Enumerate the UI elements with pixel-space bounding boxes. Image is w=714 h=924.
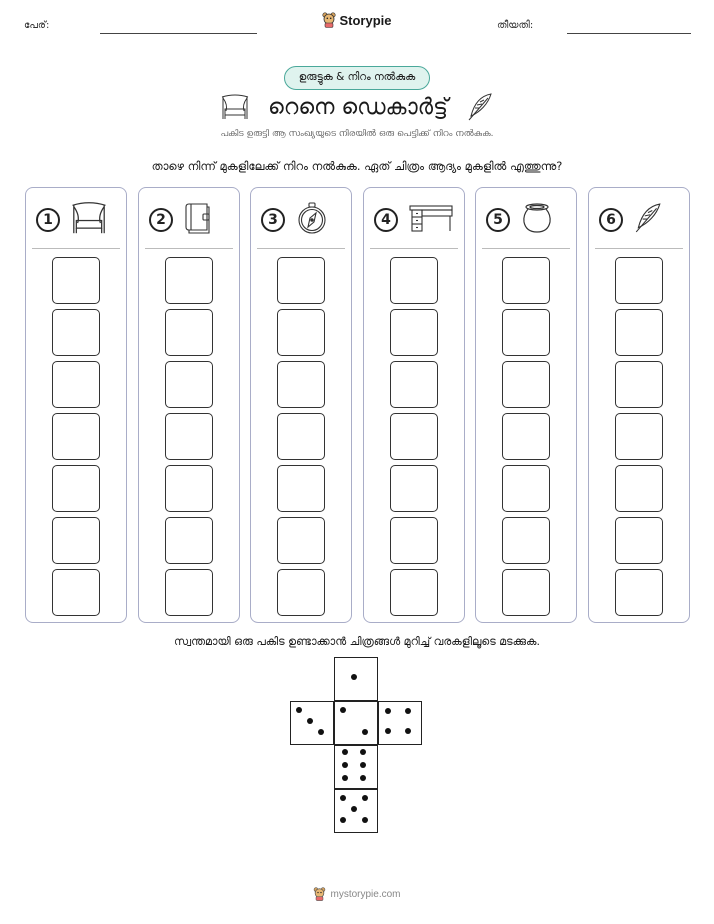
activity-tag: ഉരുട്ടുക & നിറം നൽകുക — [284, 66, 430, 90]
date-label: തീയതി: — [497, 20, 534, 31]
color-box[interactable] — [165, 517, 213, 564]
dice-face-1 — [334, 657, 378, 701]
color-box[interactable] — [502, 257, 550, 304]
dice-pip — [351, 674, 357, 680]
color-box[interactable] — [390, 361, 438, 408]
color-box[interactable] — [165, 309, 213, 356]
color-box[interactable] — [615, 465, 663, 512]
column-header — [374, 198, 458, 242]
column-header — [599, 198, 683, 242]
dice-pip — [362, 795, 368, 801]
dice-column-3 — [250, 187, 352, 623]
color-box[interactable] — [390, 465, 438, 512]
column-header — [261, 198, 345, 242]
color-box[interactable] — [52, 309, 100, 356]
color-box[interactable] — [390, 309, 438, 356]
title-row — [0, 92, 714, 122]
book-icon — [183, 201, 213, 239]
color-box[interactable] — [502, 361, 550, 408]
dice-pip — [405, 708, 411, 714]
color-box[interactable] — [165, 465, 213, 512]
column-number: 6 — [599, 208, 623, 232]
column-divider — [595, 248, 683, 249]
dice-pip — [385, 728, 391, 734]
column-header — [36, 198, 120, 242]
dice-face-3 — [290, 701, 334, 745]
dice-pip — [385, 708, 391, 714]
canopy-bed-icon — [70, 200, 108, 240]
color-box[interactable] — [52, 569, 100, 616]
color-box[interactable] — [277, 257, 325, 304]
column-divider — [482, 248, 570, 249]
dice-pip — [405, 728, 411, 734]
dice-pip — [342, 762, 348, 768]
color-box[interactable] — [615, 257, 663, 304]
name-line[interactable] — [100, 33, 257, 34]
color-box[interactable] — [390, 413, 438, 460]
column-header — [149, 198, 233, 242]
column-divider — [145, 248, 233, 249]
dice-face-6 — [334, 745, 378, 789]
column-number: 3 — [261, 208, 285, 232]
color-box[interactable] — [390, 257, 438, 304]
dice-face-2 — [334, 701, 378, 745]
column-divider — [32, 248, 120, 249]
dice-pip — [340, 795, 346, 801]
page-title: റെനെ ഡെകാർട്ട് — [268, 94, 448, 120]
color-box[interactable] — [52, 361, 100, 408]
subtitle: പകിട ഉരുട്ടി ആ സംഖ്യയുടെ നിരയിൽ ഒരു പെട്ടിക്ക് നിറം നൽകുക. — [220, 129, 494, 139]
color-box[interactable] — [165, 361, 213, 408]
color-box[interactable] — [165, 413, 213, 460]
brand-logo — [0, 12, 714, 32]
dice-pip — [360, 749, 366, 755]
color-box[interactable] — [502, 569, 550, 616]
canopy-bed-icon — [220, 93, 250, 121]
color-box[interactable] — [615, 569, 663, 616]
color-box[interactable] — [502, 517, 550, 564]
desk-icon — [408, 203, 454, 237]
color-box[interactable] — [277, 517, 325, 564]
dice-column-5 — [475, 187, 577, 623]
column-header — [486, 198, 570, 242]
color-box[interactable] — [502, 465, 550, 512]
color-box[interactable] — [52, 517, 100, 564]
dice-pip — [340, 707, 346, 713]
dice-face-4 — [378, 701, 422, 745]
pot-icon — [520, 201, 554, 239]
dice-pip — [340, 817, 346, 823]
dice-pip — [318, 729, 324, 735]
dice-column-1 — [25, 187, 127, 623]
brand-name: Storypie — [339, 12, 392, 28]
name-label: പേര്: — [24, 20, 50, 31]
color-box[interactable] — [615, 413, 663, 460]
column-divider — [257, 248, 345, 249]
footer-url[interactable]: mystorypie.com — [330, 888, 401, 900]
footer — [0, 886, 714, 905]
color-box[interactable] — [277, 309, 325, 356]
column-number: 1 — [36, 208, 60, 232]
dice-column-6 — [588, 187, 690, 623]
column-divider — [370, 248, 458, 249]
fold-instruction: സ്വന്തമായി ഒരു പകിട ഉണ്ടാക്കാൻ ചിത്രങ്ങൾ മുറിച്ച് വരകളിലൂടെ മടക്കുക. — [174, 635, 540, 648]
color-box[interactable] — [390, 517, 438, 564]
color-box[interactable] — [615, 361, 663, 408]
dice-column-2 — [138, 187, 240, 623]
color-box[interactable] — [165, 569, 213, 616]
column-number: 4 — [374, 208, 398, 232]
column-number: 2 — [149, 208, 173, 232]
color-box[interactable] — [165, 257, 213, 304]
color-box[interactable] — [52, 257, 100, 304]
dice-pip — [362, 817, 368, 823]
bear-mascot-icon — [313, 887, 326, 901]
color-box[interactable] — [52, 465, 100, 512]
color-box[interactable] — [277, 361, 325, 408]
dice-pip — [351, 806, 357, 812]
color-box[interactable] — [615, 517, 663, 564]
dice-face-5 — [334, 789, 378, 833]
color-box[interactable] — [390, 569, 438, 616]
quill-icon — [466, 92, 494, 122]
dice-pip — [360, 762, 366, 768]
color-box[interactable] — [502, 309, 550, 356]
bear-mascot-icon — [322, 12, 336, 28]
color-box[interactable] — [277, 569, 325, 616]
column-number: 5 — [486, 208, 510, 232]
dice-pip — [342, 749, 348, 755]
quill-icon — [633, 201, 663, 239]
dice-pip — [362, 729, 368, 735]
color-box[interactable] — [502, 413, 550, 460]
dice-pip — [307, 718, 313, 724]
color-box[interactable] — [52, 413, 100, 460]
date-line[interactable] — [567, 33, 691, 34]
color-box[interactable] — [277, 465, 325, 512]
dice-pip — [360, 775, 366, 781]
dice-column-4 — [363, 187, 465, 623]
instruction: താഴെ നിന്ന് മുകളിലേക്ക് നിറം നൽകുക. ഏത് ചിത്രം ആദ്യം മുകളിൽ എത്തുന്നു? — [151, 159, 563, 173]
dice-pip — [296, 707, 302, 713]
compass-icon — [295, 201, 329, 239]
color-box[interactable] — [615, 309, 663, 356]
dice-pip — [342, 775, 348, 781]
color-box[interactable] — [277, 413, 325, 460]
